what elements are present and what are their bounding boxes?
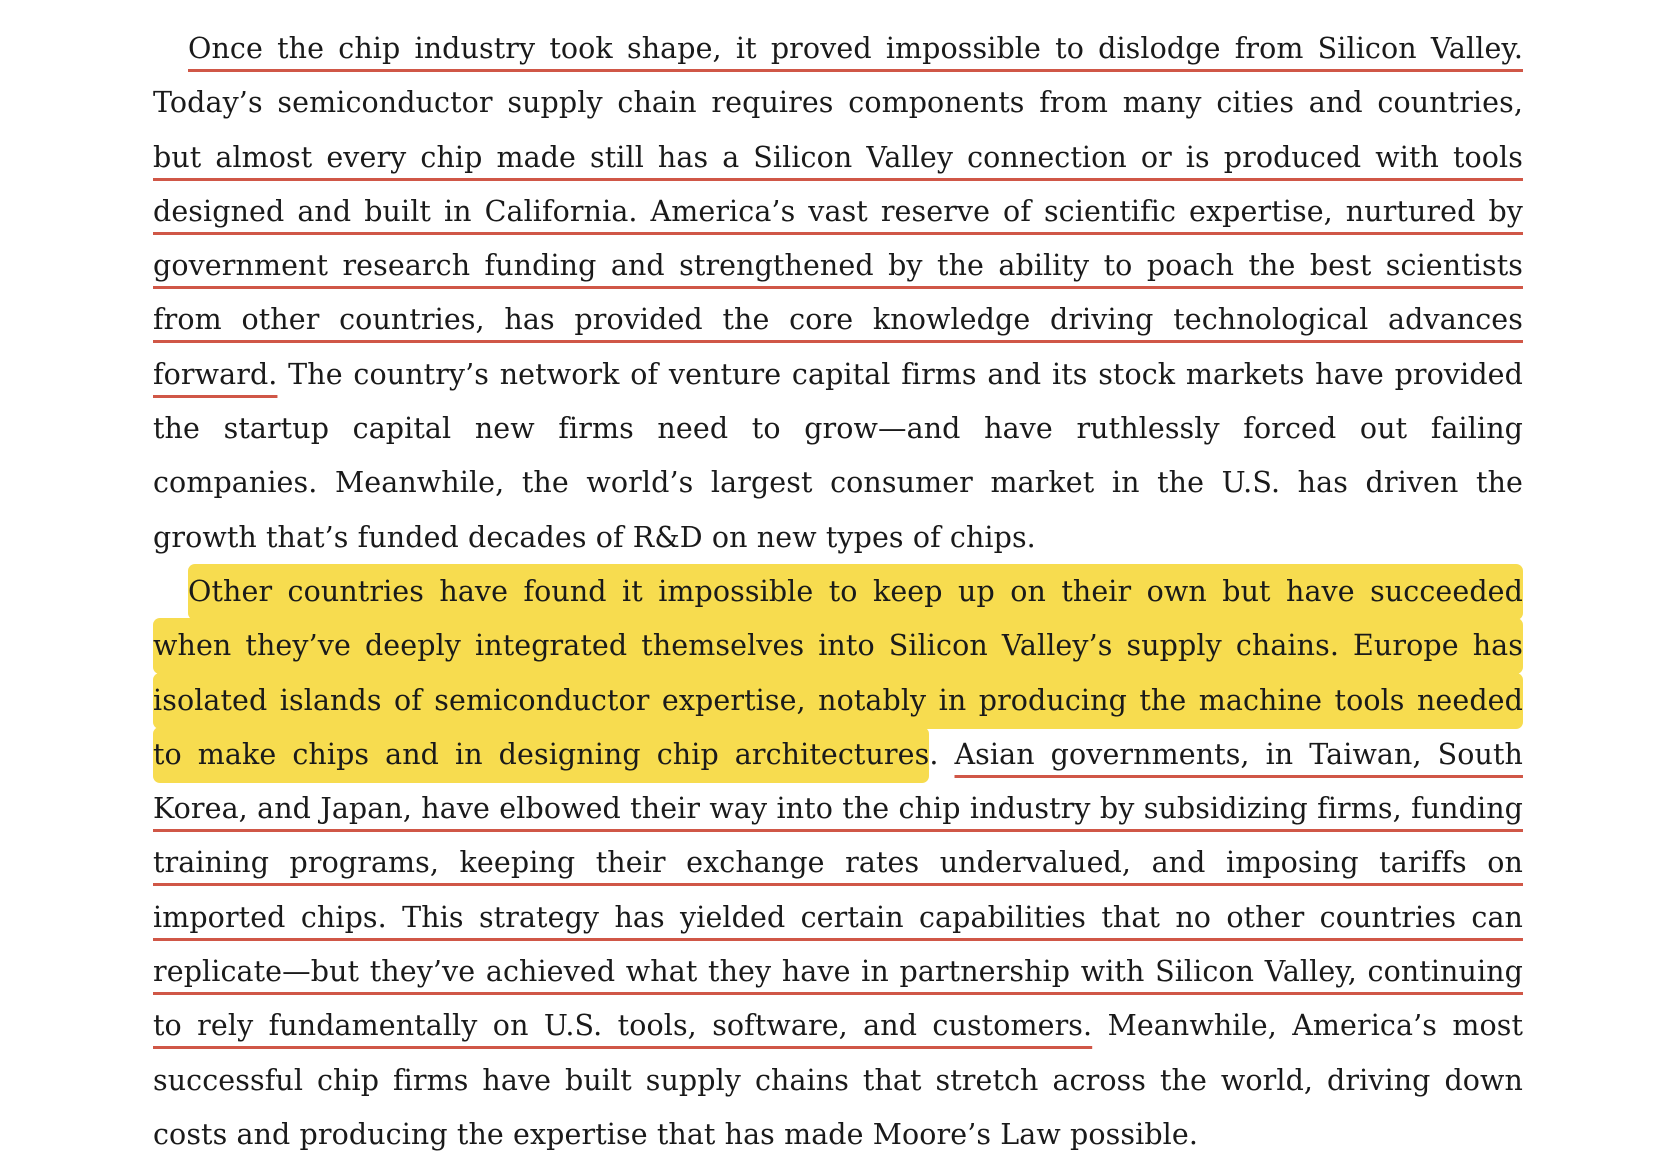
text-passage: Meanwhile, America’s most successful chip firms have built supply chains that stretch across the world, driving down costs and producing the expertise that has made Moore’s Law possible.	[153, 1009, 1523, 1151]
text-passage: The country’s network of venture capital firms and its stock markets have provided the startup capital new firms need to grow—and have ruthlessly forced out failing companies. Meanwhile, the world’s largest consumer market in the U.S. has driven the growth that’s funded decades of R&D on new types of chips.	[153, 357, 1523, 554]
underlined-passage: Once the chip industry took shape, it proved impossible to dislodge from Silicon Valley.	[188, 32, 1523, 65]
underlined-passage: but almost every chip made still has a Silicon Valley connection or is produced with tools designed and built in California. America’s vast reserve of scientific expertise, nurtured by government research funding and strengthened by the ability to poach the best scientists from other countries, has provided the core knowledge driving technological advances forward.	[153, 140, 1523, 391]
document-page	[153, 22, 1523, 1162]
paragraph-1	[153, 22, 1523, 565]
text-passage: Today’s semiconductor supply chain requires components from many cities and countries,	[153, 86, 1523, 120]
paragraph-2	[153, 565, 1523, 1162]
highlighted-passage: Other countries have found it impossible to keep up on their own but have succeeded when they’ve deeply integrated themselves into Silicon Valley’s supply chains. Europe has isolated islands of semiconductor expertise, notably in producing the machine tools needed to make chips and in designing chip architectures	[153, 564, 1523, 783]
underlined-passage: Asian governments, in Taiwan, South Korea, and Japan, have elbowed their way into the chip industry by subsidizing firms, funding training programs, keeping their exchange rates undervalued, and imposing tariffs on imported chips. This strategy has yielded certain capabilities that no other countries can replicate—but they’ve achieved what they have in partnership with Silicon Valley, continuing to rely fundamentally on U.S. tools, software, and customers.	[153, 737, 1523, 1043]
text-passage: .	[929, 737, 955, 771]
